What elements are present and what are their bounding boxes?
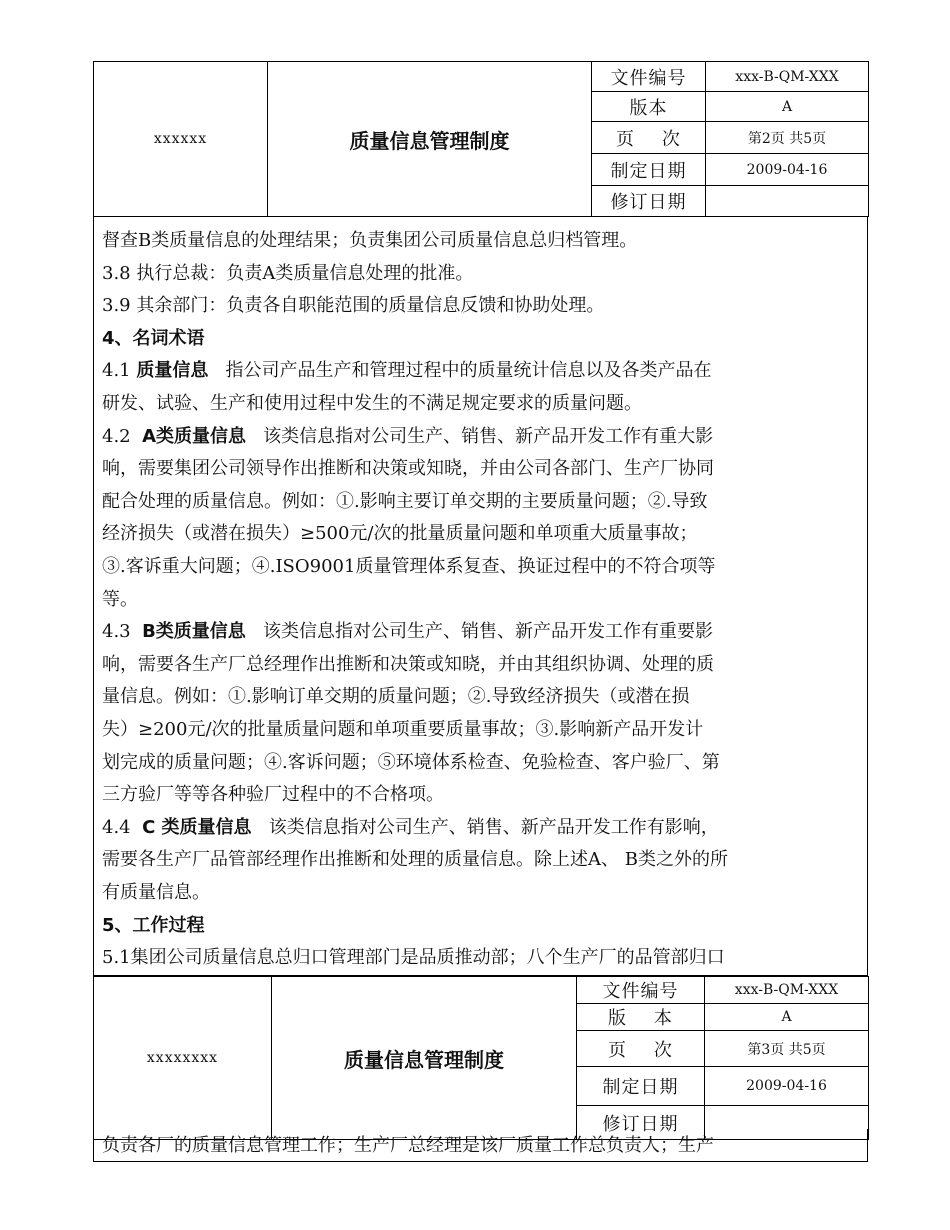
revised-date-label: 修订日期 bbox=[577, 1106, 705, 1140]
page-label: 页 次 bbox=[577, 1031, 705, 1067]
bold-term: C 类质量信息 bbox=[142, 816, 252, 838]
text-line bbox=[102, 424, 713, 450]
bold-term: 质量信息 bbox=[136, 360, 209, 382]
document-title: 质量信息管理制度 bbox=[272, 977, 577, 1140]
bold-term: A类质量信息 bbox=[142, 425, 247, 447]
text-line bbox=[102, 326, 205, 352]
text-line bbox=[102, 847, 728, 873]
text-run: 划完成的质量问题；④.客诉问题；⑤环境体系检查、免验检查、客户验厂、第 bbox=[102, 751, 720, 773]
text-run: 该类信息指对公司生产、销售、新产品开发工作有重大影 bbox=[246, 425, 714, 447]
created-date-label: 制定日期 bbox=[577, 1067, 705, 1106]
text-line bbox=[102, 228, 637, 254]
text-run: 5.1集团公司质量信息总归口管理部门是品质推动部；八个生产厂的品管部归口 bbox=[102, 947, 725, 969]
page-label: 页 次 bbox=[592, 122, 706, 154]
text-line bbox=[102, 554, 715, 580]
text-line bbox=[102, 391, 642, 417]
text-line bbox=[102, 684, 689, 710]
text-run: 有质量信息。 bbox=[102, 882, 210, 903]
bold-term: 4、名词术语 bbox=[102, 327, 205, 349]
text-run: 配合处理的质量信息。例如：①.影响主要订单交期的主要质量问题；②.导致 bbox=[102, 490, 708, 512]
text-run: 量信息。例如：①.影响订单交期的质量问题；②.导致经济损失（或潜在损 bbox=[102, 686, 690, 708]
text-run: 4.1 bbox=[102, 360, 137, 382]
bold-term: 5、工作过程 bbox=[102, 914, 205, 936]
company-name: xxxxxxxx bbox=[94, 977, 272, 1140]
version-label: 版 本 bbox=[577, 1004, 705, 1031]
text-run: 4.4 bbox=[102, 816, 143, 838]
text-run: 失）≥200元/次的批量质量问题和单项重要质量事故；③.影响新产品开发计 bbox=[102, 719, 704, 740]
text-run: 响，需要集团公司领导作出推断和决策或知晓，并由公司各部门、生产厂协同 bbox=[102, 458, 714, 480]
text-run: 该类信息指对公司生产、销售、新产品开发工作有重要影 bbox=[245, 621, 713, 643]
doc-number-label: 文件编号 bbox=[577, 977, 705, 1004]
version-value: A bbox=[705, 1004, 869, 1031]
page-value: 第3页 共5页 bbox=[705, 1031, 869, 1067]
revised-date-value bbox=[706, 186, 869, 217]
text-run: 经济损失（或潜在损失）≥500元/次的批量质量问题和单项重大质量事故； bbox=[102, 523, 698, 545]
header-table-page1 bbox=[93, 61, 869, 217]
text-line bbox=[102, 1133, 714, 1159]
text-line bbox=[102, 358, 712, 384]
text-run: ③.客诉重大问题；④.ISO9001质量管理体系复查、换证过程中的不符合项等 bbox=[102, 556, 716, 577]
text-run: 4.2 bbox=[102, 425, 143, 447]
text-line bbox=[102, 456, 714, 482]
text-run: 该类信息指对公司生产、销售、新产品开发工作有影响， bbox=[251, 816, 719, 838]
text-run: 需要各生产厂品管部经理作出推断和处理的质量信息。除上述A、 B类之外的所 bbox=[102, 849, 728, 871]
created-date-value: 2009-04-16 bbox=[706, 154, 869, 186]
text-line bbox=[102, 619, 713, 645]
text-line bbox=[102, 489, 707, 515]
text-line bbox=[102, 782, 444, 808]
created-date-value: 2009-04-16 bbox=[705, 1067, 869, 1106]
text-run: 等。 bbox=[102, 588, 138, 610]
text-line bbox=[102, 261, 473, 287]
body-page1 bbox=[93, 216, 868, 976]
document-title: 质量信息管理制度 bbox=[268, 62, 592, 217]
created-date-label: 制定日期 bbox=[592, 154, 706, 186]
text-run: 研发、试验、生产和使用过程中发生的不满足规定要求的质量问题。 bbox=[102, 393, 642, 414]
doc-number-value: xxx-B-QM-XXX bbox=[706, 62, 869, 92]
doc-number-label: 文件编号 bbox=[592, 62, 706, 92]
text-run: 响，需要各生产厂总经理作出推断和决策或知晓，并由其组织协调、处理的质 bbox=[102, 653, 714, 675]
text-line bbox=[102, 880, 210, 906]
bold-term: B类质量信息 bbox=[142, 621, 246, 643]
text-run: 督查B类质量信息的处理结果；负责集团公司质量信息总归档管理。 bbox=[102, 230, 638, 251]
text-line bbox=[102, 293, 604, 319]
version-value: A bbox=[706, 92, 869, 122]
text-run: 负责各厂的质量信息管理工作；生产厂总经理是该厂质量工作总负责人；生产 bbox=[102, 1135, 714, 1156]
text-line bbox=[102, 717, 703, 743]
text-run: 3.8 执行总裁：负责A类质量信息处理的批准。 bbox=[102, 262, 474, 284]
text-line bbox=[102, 945, 725, 971]
text-line bbox=[102, 750, 720, 776]
doc-number-value: xxx-B-QM-XXX bbox=[705, 977, 869, 1004]
revised-date-label: 修订日期 bbox=[592, 186, 706, 217]
text-run: 4.3 bbox=[102, 621, 143, 643]
page-value: 第2页 共5页 bbox=[706, 122, 869, 154]
version-label: 版本 bbox=[592, 92, 706, 122]
text-line bbox=[102, 521, 698, 547]
body-page2 bbox=[93, 1129, 868, 1162]
text-run: 3.9 其余部门：负责各自职能范围的质量信息反馈和协助处理。 bbox=[102, 295, 605, 317]
text-line bbox=[102, 652, 714, 678]
text-run: 指公司产品生产和管理过程中的质量统计信息以及各类产品在 bbox=[208, 360, 712, 382]
text-line bbox=[102, 587, 138, 613]
text-run: 三方验厂等等各种验厂过程中的不合格项。 bbox=[102, 784, 444, 806]
text-line bbox=[102, 815, 719, 841]
header-table-page2 bbox=[93, 976, 869, 1140]
company-name: xxxxxx bbox=[94, 62, 268, 217]
text-line bbox=[102, 913, 205, 939]
